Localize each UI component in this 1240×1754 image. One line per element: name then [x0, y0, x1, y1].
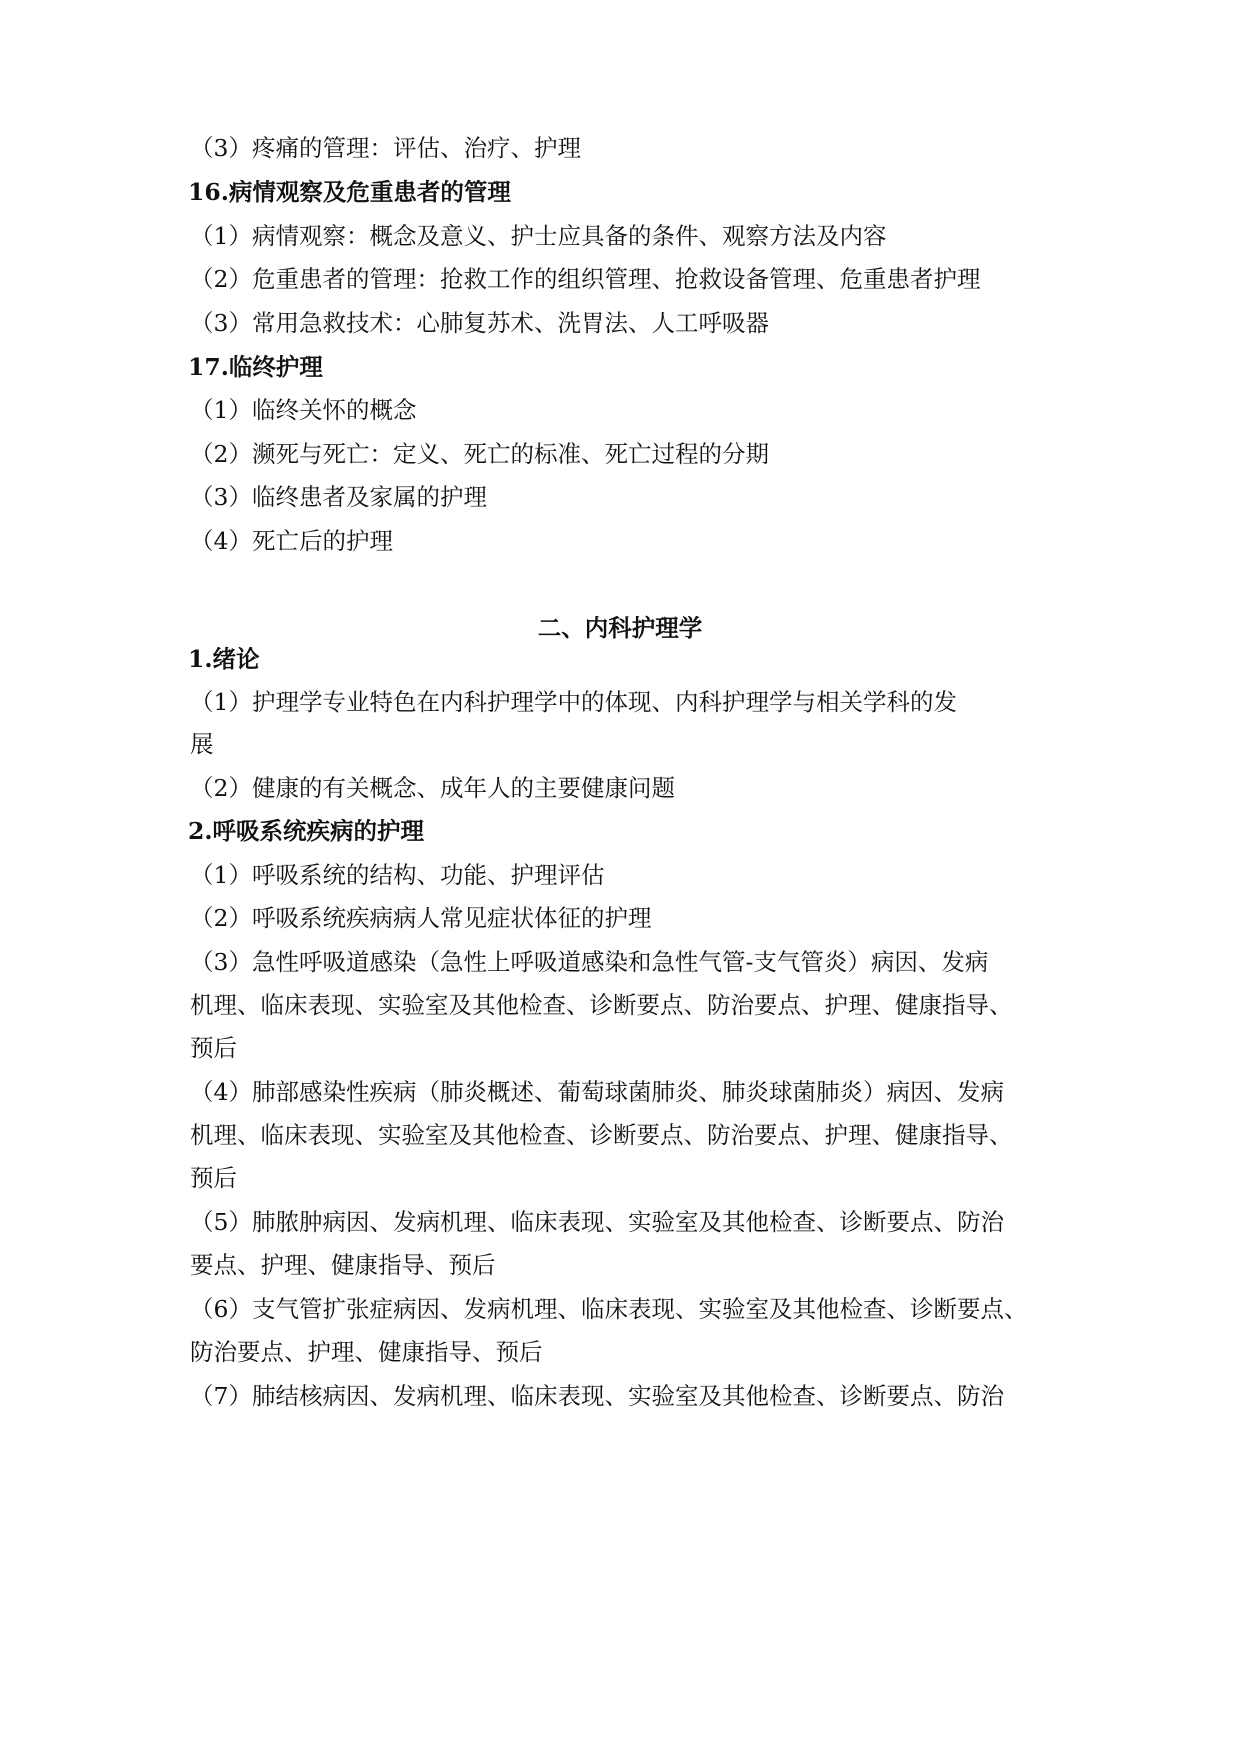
list-item-continuation: 展: [190, 730, 214, 758]
list-item: （1）护理学专业特色在内科护理学中的体现、内科护理学与相关学科的发: [190, 688, 957, 716]
list-item: （3）常用急救技术：心肺复苏术、洗胃法、人工呼吸器: [190, 309, 769, 337]
list-item: （2）濒死与死亡：定义、死亡的标准、死亡过程的分期: [190, 440, 769, 468]
list-item: （2）危重患者的管理：抢救工作的组织管理、抢救设备管理、危重患者护理: [190, 265, 981, 293]
list-item: （6）支气管扩张症病因、发病机理、临床表现、实验室及其他检查、诊断要点、: [190, 1295, 1028, 1323]
list-item: （4）肺部感染性疾病（肺炎概述、葡萄球菌肺炎、肺炎球菌肺炎）病因、发病: [190, 1078, 1004, 1106]
list-item-continuation: 机理、临床表现、实验室及其他检查、诊断要点、防治要点、护理、健康指导、: [190, 991, 1013, 1019]
list-item: （1）病情观察：概念及意义、护士应具备的条件、观察方法及内容: [190, 222, 887, 250]
list-item: （5）肺脓肿病因、发病机理、临床表现、实验室及其他检查、诊断要点、防治: [190, 1208, 1004, 1236]
list-item: （3）临终患者及家属的护理: [190, 483, 487, 511]
list-item: （2）健康的有关概念、成年人的主要健康问题: [190, 774, 675, 802]
section-heading: 16.病情观察及危重患者的管理: [188, 178, 511, 206]
list-item-continuation: 预后: [190, 1034, 237, 1062]
list-item-continuation: 机理、临床表现、实验室及其他检查、诊断要点、防治要点、护理、健康指导、: [190, 1121, 1013, 1149]
list-item-continuation: 防治要点、护理、健康指导、预后: [190, 1338, 543, 1366]
list-item: （3）急性呼吸道感染（急性上呼吸道感染和急性气管-支气管炎）病因、发病: [190, 948, 989, 976]
list-item: （1）呼吸系统的结构、功能、护理评估: [190, 861, 605, 889]
list-item: （1）临终关怀的概念: [190, 396, 417, 424]
list-item-continuation: 要点、护理、健康指导、预后: [190, 1251, 496, 1279]
list-item: （7）肺结核病因、发病机理、临床表现、实验室及其他检查、诊断要点、防治: [190, 1382, 1004, 1410]
list-item: （2）呼吸系统疾病病人常见症状体征的护理: [190, 904, 652, 932]
chapter-title: 二、内科护理学: [537, 614, 703, 642]
list-item-continuation: 预后: [190, 1164, 237, 1192]
section-heading: 17.临终护理: [188, 353, 323, 381]
section-heading: 2.呼吸系统疾病的护理: [188, 817, 425, 845]
section-heading: 1.绪论: [188, 645, 260, 673]
list-item: （3）疼痛的管理：评估、治疗、护理: [190, 134, 581, 162]
list-item: （4）死亡后的护理: [190, 527, 393, 555]
